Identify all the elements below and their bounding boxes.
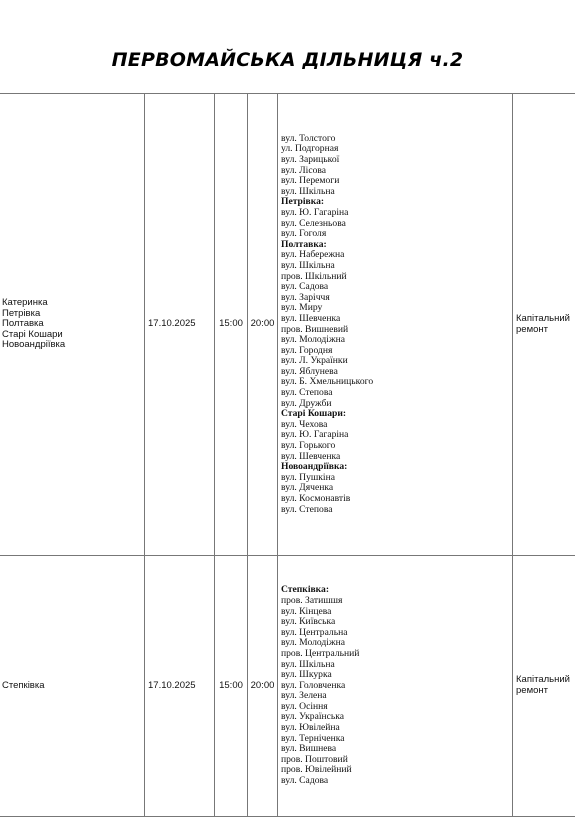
street-item: вул. Перемоги [281, 176, 512, 187]
table-row [0, 94, 575, 556]
schedule-body [0, 94, 575, 817]
street-list [281, 585, 512, 786]
settlements-cell [0, 556, 145, 817]
street-item: вул. Миру [281, 303, 512, 314]
settlement-name: Катеринка [2, 298, 144, 309]
street-item: вул. Городня [281, 346, 512, 357]
street-item: вул. Кінцева [281, 607, 512, 618]
start-time-cell: 15:00 [215, 556, 248, 817]
street-item: вул. Яблунева [281, 367, 512, 378]
street-item: вул. Заріччя [281, 293, 512, 304]
street-item: вул. Шкільна [281, 261, 512, 272]
date-cell: 17.10.2025 [145, 94, 215, 556]
street-item: вул. Ю. Гагаріна [281, 208, 512, 219]
street-item: пров. Шкільний [281, 272, 512, 283]
street-item: вул. Ювілейна [281, 723, 512, 734]
street-item: вул. Садова [281, 776, 512, 787]
street-item: вул. Шевченка [281, 314, 512, 325]
street-item: вул. Центральна [281, 628, 512, 639]
reason-cell [513, 556, 575, 817]
start-time-cell: 15:00 [215, 94, 248, 556]
settlement-name: Новоандріївка [2, 340, 144, 351]
locality-heading: Петрівка: [281, 197, 512, 208]
street-item: вул. Ю. Гагаріна [281, 430, 512, 441]
reason-text: ремонт [516, 325, 575, 336]
street-item: вул. Зелена [281, 691, 512, 702]
street-item: вул. Українська [281, 712, 512, 723]
street-item: вул. Зарицької [281, 155, 512, 166]
reason-text: ремонт [516, 686, 575, 697]
settlement-name: Полтавка [2, 319, 144, 330]
reason-cell [513, 94, 575, 556]
date-cell: 17.10.2025 [145, 556, 215, 817]
street-item: вул. Степова [281, 388, 512, 399]
street-item: вул. Степова [281, 505, 512, 516]
street-item: вул. Чехова [281, 420, 512, 431]
street-list [281, 134, 512, 515]
street-item: вул. Молодіжна [281, 638, 512, 649]
street-item: вул. Пушкіна [281, 473, 512, 484]
street-item: вул. Дяченка [281, 483, 512, 494]
street-item: вул. Садова [281, 282, 512, 293]
street-item: вул. Терніченка [281, 734, 512, 745]
street-item: вул. Гоголя [281, 229, 512, 240]
street-item: вул. Київська [281, 617, 512, 628]
street-item: вул. Шевченка [281, 452, 512, 463]
end-time-cell: 20:00 [248, 94, 278, 556]
settlement-name: Степківка [2, 681, 144, 692]
locality-heading: Новоандріївка: [281, 462, 512, 473]
street-item: пров. Ювілейний [281, 765, 512, 776]
street-item: вул. Дружби [281, 399, 512, 410]
reason-text: Капітальний [516, 675, 575, 686]
street-item: пров. Вишневий [281, 325, 512, 336]
street-item: вул. Б. Хмельницького [281, 377, 512, 388]
end-time-cell: 20:00 [248, 556, 278, 817]
street-item: вул. Горького [281, 441, 512, 452]
street-item: вул. Головченка [281, 681, 512, 692]
street-item: вул. Шкільна [281, 660, 512, 671]
streets-cell [278, 94, 513, 556]
street-item: вул. Шкільна [281, 187, 512, 198]
street-item: вул. Молодіжна [281, 335, 512, 346]
settlement-name: Старі Кошари [2, 330, 144, 341]
street-item: вул. Космонавтів [281, 494, 512, 505]
street-item: вул. Шкурка [281, 670, 512, 681]
locality-heading: Степківка: [281, 585, 512, 596]
street-item: вул. Вишнева [281, 744, 512, 755]
reason-text: Капітальний [516, 314, 575, 325]
streets-cell [278, 556, 513, 817]
street-item: пров. Центральний [281, 649, 512, 660]
street-item: вул. Набережна [281, 250, 512, 261]
locality-heading: Старі Кошари: [281, 409, 512, 420]
settlements-cell [0, 94, 145, 556]
street-item: ул. Подгорная [281, 144, 512, 155]
settlement-name: Петрівка [2, 309, 144, 320]
street-item: вул. Толстого [281, 134, 512, 145]
table-row [0, 556, 575, 817]
outage-schedule-table [0, 93, 575, 817]
locality-heading: Полтавка: [281, 240, 512, 251]
street-item: пров. Поштовий [281, 755, 512, 766]
page-title: ПЕРВОМАЙСЬКА ДІЛЬНИЦЯ ч.2 [0, 49, 575, 71]
street-item: вул. Селезньова [281, 219, 512, 230]
street-item: пров. Затишшя [281, 596, 512, 607]
street-item: вул. Л. Українки [281, 356, 512, 367]
street-item: вул. Осіння [281, 702, 512, 713]
street-item: вул. Лісова [281, 166, 512, 177]
